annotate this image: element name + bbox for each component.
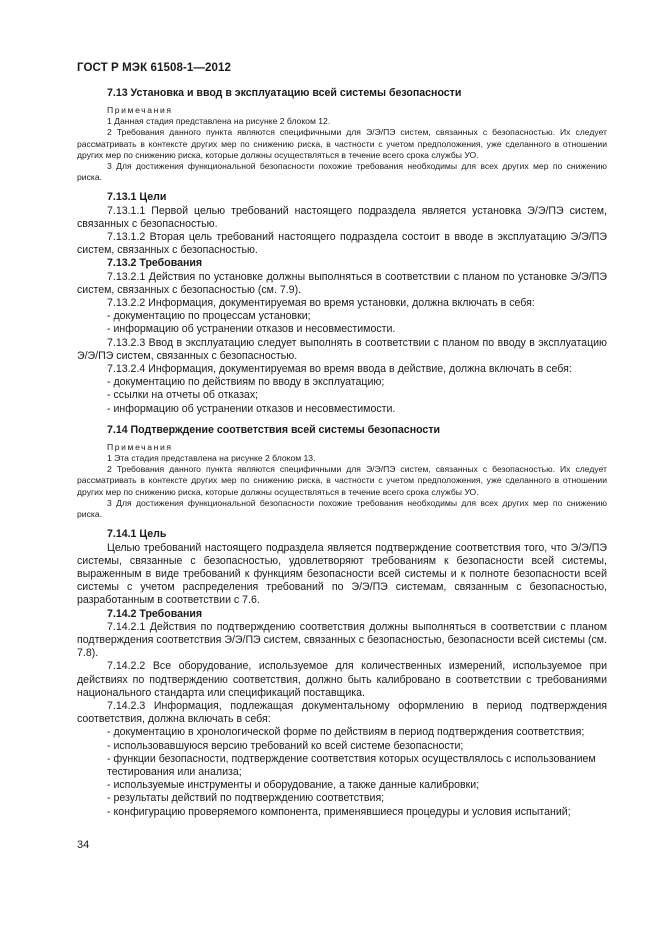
paragraph-7-13-2-3: 7.13.2.3 Ввод в эксплуатацию следует выполнять в соответствии с планом по вводу в эксплуатацию Э/Э/ПЭ систем, связанных с безопасностью. <box>77 336 607 362</box>
document-header: ГОСТ Р МЭК 61508-1—2012 <box>77 62 231 74</box>
list-item: - результаты действий по подтверждению соответствия; <box>107 792 385 805</box>
paragraph-7-14-2-1: 7.14.2.1 Действия по подтверждению соответствия должны выполняться в соответствии с планом подтверждения соответствия Э/Э/ПЭ систем, связанных с безопасностью, безопасности всей системы (см. 7.8). <box>77 620 607 660</box>
paragraph-7-13-2-1: 7.13.2.1 Действия по установке должны выполняться в соответствии с планом по установке Э/Э/ПЭ систем, связанных с безопасностью (см. 7.9). <box>77 270 607 296</box>
paragraph-7-13-1-1: 7.13.1.1 Первой целью требований настоящего подраздела является установка Э/Э/ПЭ систем, связанных с безопасностью. <box>77 204 607 230</box>
section-title-7-13: 7.13 Установка и ввод в эксплуатацию всей системы безопасности <box>107 87 462 99</box>
page-number: 34 <box>77 839 90 851</box>
subsection-title-7-14-2: 7.14.2 Требования <box>107 607 203 620</box>
subsection-title-7-13-1: 7.13.1 Цели <box>107 191 167 204</box>
notes-title: Примечания <box>107 105 173 115</box>
paragraph-7-13-1-2: 7.13.1.2 Вторая цель требований настоящего подраздела состоит в вводе в эксплуатацию Э/Э/ПЭ систем, связанных с безопасностью. <box>77 231 607 257</box>
list-item: - функции безопасности, подтверждение соответствия которых осуществлялось с использованием тестирования или анализа; <box>107 752 596 778</box>
list-item: - конфигурацию проверяемого компонента, применявшиеся процедуры и условия испытаний; <box>107 805 571 818</box>
list-item: - используемые инструменты и оборудование, а также данные калибровки; <box>107 779 480 792</box>
list-item: - использовавшуюся версию требований ко всей системе безопасности; <box>107 739 464 752</box>
paragraph-7-14-2-3: 7.14.2.3 Информация, подлежащая документальному оформлению в период подтверждения соответствия, должна включать в себя: <box>77 699 607 726</box>
note-item: 1 Данная стадия представлена на рисунке 2 блоком 12. <box>107 116 331 127</box>
notes-block-7-14 <box>77 442 607 520</box>
subsection-title-7-14-1: 7.14.1 Цель <box>107 528 167 541</box>
paragraph-7-14-2-2: 7.14.2.2 Все оборудование, используемое для количественных измерений, используемое при действиях по подтверждению соответствия, должно быть калибровано в соответствии с требованиями национального стандарта или спецификаций поставщика. <box>77 660 607 699</box>
paragraph-7-14-1: Целью требований настоящего подраздела является подтверждение соответствия того, что Э/Э/ПЭ системы, связанные с безопасностью, удовлетворяют требованиям к безопасности всей системы, выраженным в виде требований к функциям безопасности всей системы и к полноте безопасности всей системы с учетом распределения требований по Э/Э/ПЭ системам, связанным с безопасностью, разработанным в соответствии с 7.6. <box>77 541 607 607</box>
note-item: 3 Для достижения функциональной безопасности похожие требования необходимы для всех других мер по снижению риска. <box>77 497 607 520</box>
notes-title: Примечания <box>107 441 173 452</box>
list-item: - ссылки на отчеты об отказах; <box>107 389 259 402</box>
note-item: 2 Требования данного пункта являются специфичными для Э/Э/ПЭ систем, связанных с безопасностью. Их следует рассматривать в контексте других мер по снижению риска, в частности с учетом предположения, уже сделанного в отношении других мер по снижению риска, которые должны осуществляться в течение всего срока службы УО. <box>77 464 607 497</box>
list-item: - документацию по действиям по вводу в эксплуатацию; <box>107 376 385 389</box>
page-body <box>77 84 607 819</box>
section-title-7-14: 7.14 Подтверждение соответствия всей системы безопасности <box>107 423 441 436</box>
note-item: 3 Для достижения функциональной безопасности похожие требования необходимы для всех других мер по снижению риска. <box>77 161 607 183</box>
list-item: - информацию об устранении отказов и несовместимости. <box>107 402 396 415</box>
note-item: 1 Эта стадия представлена на рисунке 2 блоком 13. <box>107 453 316 464</box>
paragraph-7-13-2-2: 7.13.2.2 Информация, документируемая во время установки, должна включать в себя: <box>107 297 535 310</box>
list-item: - информацию об устранении отказов и несовместимости. <box>107 323 396 336</box>
list-item: - документацию по процессам установки; <box>107 310 311 323</box>
notes-block-7-13 <box>77 105 607 183</box>
list-item: - документацию в хронологической форме по действиям в период подтверждения соответствия; <box>107 726 585 739</box>
note-item: 2 Требования данного пункта являются специфичными для Э/Э/ПЭ систем, связанных с безопасностью. Их следует рассматривать в контексте других мер по снижению риска, в частности с учетом предположения, уже сделанного в отношении других мер по снижению риска, которые должны осуществляться в течение всего срока службы УО. <box>77 127 607 160</box>
paragraph-7-13-2-4: 7.13.2.4 Информация, документируемая во время ввода в действие, должна включать в себя: <box>107 363 572 376</box>
subsection-title-7-13-2: 7.13.2 Требования <box>107 257 203 270</box>
